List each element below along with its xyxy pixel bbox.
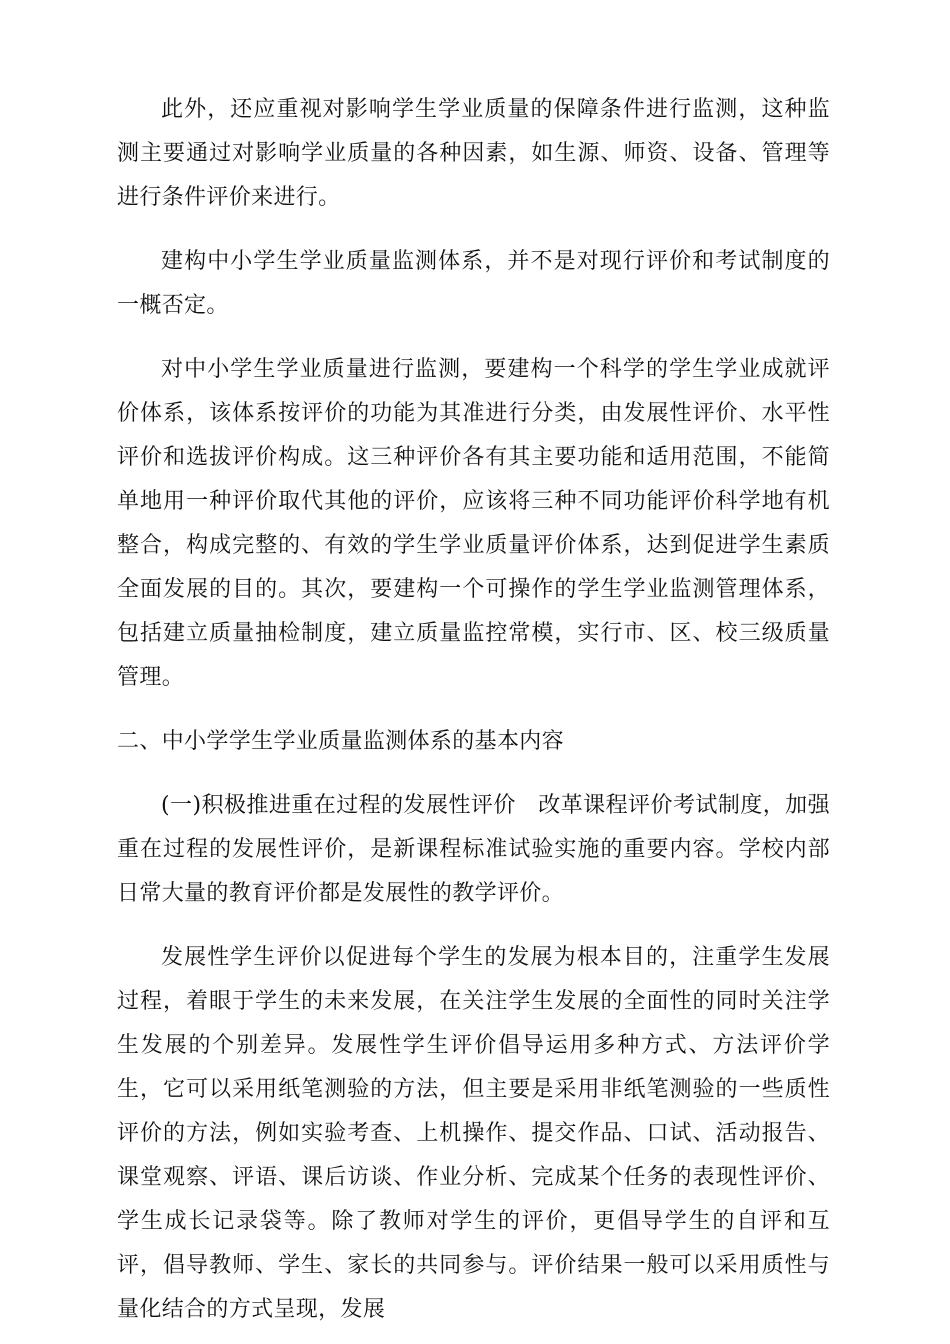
- subsection-spacer: [516, 793, 538, 818]
- document-page: [117, 88, 830, 1332]
- paragraph-not-denial: 建构中小学生学业质量监测体系，并不是对现行评价和考试制度的一概否定。: [117, 249, 830, 318]
- paragraph-student-evaluation-methods: 发展性学生评价以促进每个学生的发展为根本目的，注重学生发展过程，着眼于学生的未来发展，在关注学生发展的全面性的同时关注学生发展的个别差异。发展性学生评价倡导运用多种方式、方法评价学生，它可以采用纸笔测验的方法，但主要是采用非纸笔测验的一些质性评价的方法，例如实验考查、上机操作、提交作品、口试、活动报告、课堂观察、评语、课后访谈、作业分析、完成某个任务的表现性评价、学生成长记录袋等。除了教师对学生的评价，更倡导学生的自评和互评，倡导教师、学生、家长的共同参与。评价结果一般可以采用质性与量化结合的方式呈现，发展: [117, 945, 830, 1322]
- paragraph-support-conditions: 此外，还应重视对影响学生学业质量的保障条件进行监测，这种监测主要通过对影响学业质量的各种因素，如生源、师资、设备、管理等进行条件评价来进行。: [117, 97, 830, 210]
- subsection-title: (一)积极推进重在过程的发展性评价: [161, 793, 516, 818]
- paragraph-developmental-evaluation: [117, 784, 830, 916]
- paragraph-evaluation-system: 对中小学生学业质量进行监测，要建构一个科学的学生学业成就评价体系，该体系按评价的功能为其准进行分类，由发展性评价、水平性评价和选拔评价构成。这三种评价各有其主要功能和适用范围，不能简单地用一种评价取代其他的评价，应该将三种不同功能评价科学地有机整合，构成完整的、有效的学生学业质量评价体系，达到促进学生素质全面发展的目的。其次，要建构一个可操作的学生学业监测管理体系，包括建立质量抽检制度，建立质量监控常模，实行市、区、校三级质量管理。: [117, 357, 830, 690]
- section-heading: 二、中小学学生学业质量监测体系的基本内容: [117, 729, 565, 754]
- subsection-body: 改革课程评价考试制度，加强重在过程的发展性评价，是新课程标准试验实施的重要内容。学校内部日常大量的教育评价都是发展性的教学评价。: [117, 793, 830, 906]
